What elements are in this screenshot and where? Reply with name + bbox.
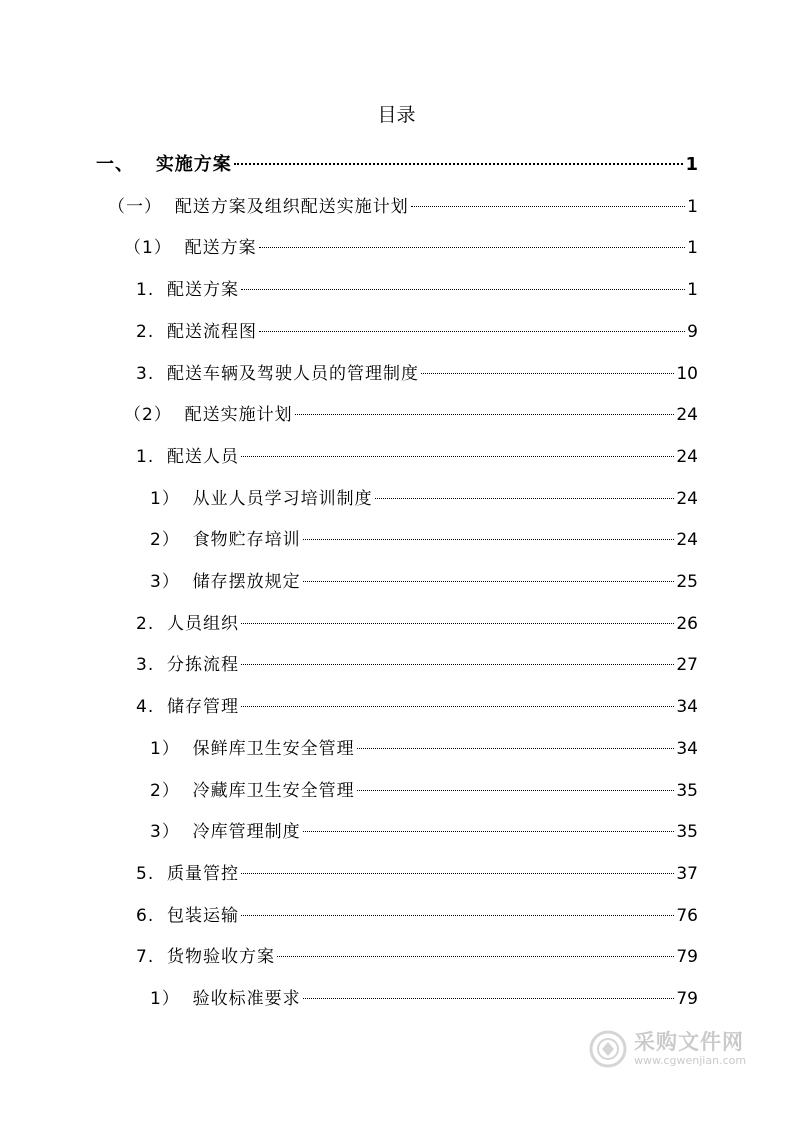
toc-entry-page-number: 76: [676, 906, 698, 926]
toc-entry[interactable]: [150, 778, 698, 804]
toc-entry-page-number: 37: [676, 864, 698, 884]
toc-entry[interactable]: [136, 944, 698, 970]
toc-dot-leader: [241, 456, 674, 457]
toc-entry[interactable]: [136, 444, 698, 470]
toc-entry[interactable]: [136, 861, 698, 887]
toc-entry-title: 配送车辆及驾驶人员的管理制度: [167, 364, 420, 384]
toc-entry-title: 分拣流程: [167, 655, 240, 675]
toc-dot-leader: [303, 539, 675, 540]
toc-dot-leader: [241, 289, 685, 290]
toc-entry-number: 一、: [96, 154, 156, 175]
toc-entry-number: 1.: [136, 280, 168, 300]
toc-entry[interactable]: [136, 694, 698, 720]
toc-entry-page-number: 9: [687, 322, 698, 342]
toc-dot-leader: [241, 623, 674, 624]
toc-dot-leader: [277, 956, 674, 957]
watermark: [588, 1026, 758, 1072]
toc-entry-title: 配送人员: [167, 447, 240, 467]
toc-entry-page-number: 35: [676, 781, 698, 801]
toc-entry-page-number: 1: [685, 154, 698, 175]
toc-entry[interactable]: [150, 569, 698, 595]
toc-entry-page-number: 27: [676, 655, 698, 675]
toc-dot-leader: [241, 915, 674, 916]
toc-entry-number: 3）: [150, 822, 193, 842]
toc-entry[interactable]: [136, 319, 698, 345]
toc-entry[interactable]: [136, 903, 698, 929]
toc-entry-number: 2.: [136, 322, 168, 342]
toc-dot-leader: [303, 581, 675, 582]
watermark-url: www.cgwenjian.com: [634, 1054, 747, 1067]
toc-entry-title: 冷库管理制度: [192, 822, 301, 842]
toc-dot-leader: [357, 748, 675, 749]
toc-entry[interactable]: [136, 652, 698, 678]
toc-entry-page-number: 24: [676, 405, 698, 425]
toc-entry-title: 质量管控: [167, 864, 240, 884]
toc-entry[interactable]: [136, 277, 698, 303]
toc-entry-page-number: 79: [676, 947, 698, 967]
toc-entry-title: 储存摆放规定: [192, 572, 301, 592]
toc-entry-number: （1）: [124, 238, 185, 258]
toc-entry[interactable]: [136, 361, 698, 387]
toc-entry-title: 从业人员学习培训制度: [192, 489, 373, 509]
toc-entry-number: 3.: [136, 655, 168, 675]
toc-entry-page-number: 34: [676, 739, 698, 759]
toc-entry[interactable]: [150, 819, 698, 845]
toc-entry-number: 6.: [136, 906, 168, 926]
toc-entry-number: 2）: [150, 781, 193, 801]
toc-entry-title: 配送方案: [184, 238, 257, 258]
toc-entry-number: 1）: [150, 989, 193, 1009]
toc-entry-number: 5.: [136, 864, 168, 884]
toc-entry[interactable]: [124, 235, 698, 261]
toc-entry[interactable]: [96, 152, 698, 178]
toc-entry-page-number: 34: [676, 697, 698, 717]
toc-dot-leader: [259, 247, 686, 248]
toc-entry-number: 4.: [136, 697, 168, 717]
toc-entry-title: 验收标准要求: [192, 989, 301, 1009]
toc-entry-title: 配送实施计划: [184, 405, 293, 425]
toc-entry-page-number: 1: [687, 280, 698, 300]
toc-entry-page-number: 24: [676, 489, 698, 509]
toc-dot-leader: [234, 163, 684, 165]
toc-entry-title: 货物验收方案: [167, 947, 276, 967]
toc-entry-number: 3）: [150, 572, 193, 592]
toc-dot-leader: [241, 664, 674, 665]
toc-entry-title: 人员组织: [167, 614, 240, 634]
toc-dot-leader: [411, 206, 685, 207]
toc-entry-title: 配送方案及组织配送实施计划: [174, 197, 409, 217]
toc-dot-leader: [375, 498, 675, 499]
toc-entry-title: 保鲜库卫生安全管理: [192, 739, 355, 759]
toc-entry-title: 包装运输: [167, 906, 240, 926]
toc-entry-number: （2）: [124, 405, 185, 425]
toc-entry-page-number: 1: [687, 197, 698, 217]
toc-entry-number: （一）: [108, 197, 175, 217]
toc-entry-number: 1）: [150, 739, 193, 759]
toc-entry-number: 1.: [136, 447, 168, 467]
toc-entry-page-number: 26: [676, 614, 698, 634]
toc-entry-page-number: 24: [676, 530, 698, 550]
toc-entry-number: 2）: [150, 530, 193, 550]
toc-dot-leader: [295, 414, 675, 415]
toc-dot-leader: [241, 873, 674, 874]
toc-entry-title: 实施方案: [155, 154, 232, 175]
toc-entry-page-number: 24: [676, 447, 698, 467]
page-title: 目录: [377, 104, 416, 126]
toc-entry-number: 7.: [136, 947, 168, 967]
toc-entry-page-number: 10: [676, 364, 698, 384]
toc-entry-number: 3.: [136, 364, 168, 384]
toc-entry[interactable]: [124, 402, 698, 428]
toc-entry-page-number: 25: [676, 572, 698, 592]
toc-entry[interactable]: [150, 986, 698, 1012]
toc-entry[interactable]: [108, 194, 698, 220]
toc-dot-leader: [241, 706, 674, 707]
toc-dot-leader: [259, 331, 685, 332]
toc-dot-leader: [303, 998, 675, 999]
toc-entry-page-number: 79: [676, 989, 698, 1009]
toc-dot-leader: [357, 790, 675, 791]
toc-dot-leader: [303, 831, 675, 832]
toc-entry-title: 配送流程图: [167, 322, 258, 342]
toc-entry-number: 2.: [136, 614, 168, 634]
toc-entry[interactable]: [136, 611, 698, 637]
toc-entry[interactable]: [150, 486, 698, 512]
toc-entry-title: 冷藏库卫生安全管理: [192, 781, 355, 801]
toc-entry-title: 配送方案: [167, 280, 240, 300]
toc-entry[interactable]: [150, 527, 698, 553]
watermark-text: 采购文件网: [634, 1030, 744, 1054]
toc-entry-title: 食物贮存培训: [192, 530, 301, 550]
toc-dot-leader: [421, 373, 674, 374]
toc-entry-page-number: 35: [676, 822, 698, 842]
toc-entry-title: 储存管理: [167, 697, 240, 717]
toc-entry-number: 1）: [150, 489, 193, 509]
toc-entry-page-number: 1: [687, 238, 698, 258]
watermark-logo-icon: [588, 1029, 628, 1069]
toc-entry[interactable]: [150, 736, 698, 762]
